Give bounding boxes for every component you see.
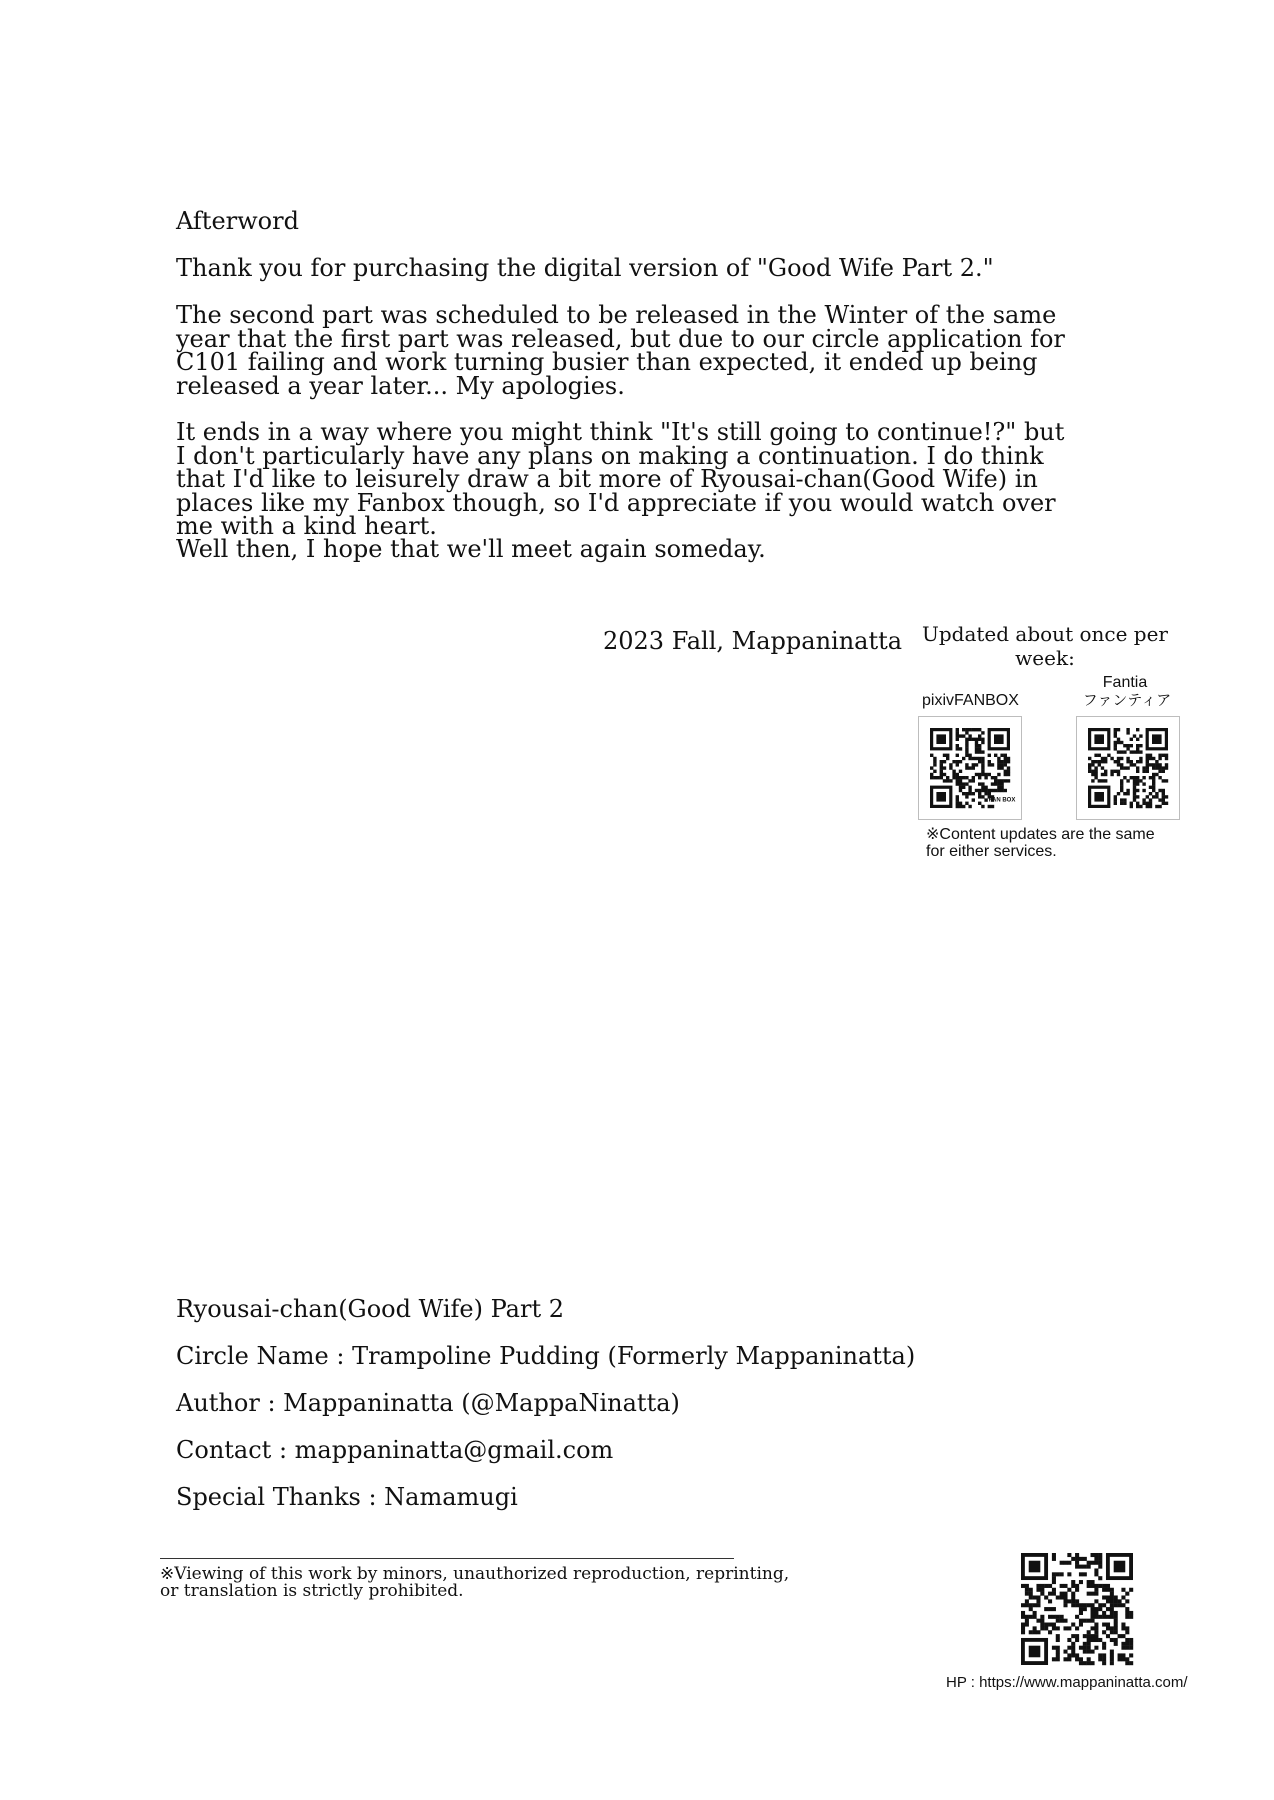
homepage-url[interactable]: HP : https://www.mappaninatta.com/ xyxy=(946,1674,1188,1691)
afterword-paragraph-4: Well then, I hope that we'll meet again someday. xyxy=(176,535,766,563)
afterword-title: Afterword xyxy=(176,207,299,235)
afterword-paragraph-3: It ends in a way where you might think "It's still going to continue!?" but I don't particularly have any plans on making a continuation. I do think that I'd like to leisurely draw a bit more of Ryousai-chan(Good Wife) in places like my Fanbox though, so I'd appreciate if you would watch over me with a kind heart. xyxy=(176,418,1065,540)
updates-heading: Updated about once per week: xyxy=(922,622,1168,670)
svg-text:FAN BOX: FAN BOX xyxy=(988,797,1016,804)
credits-special-thanks: Special Thanks : Namamugi xyxy=(176,1483,518,1511)
fantia-label-jp: ファンティア xyxy=(1082,692,1172,709)
fantia-qr-code[interactable] xyxy=(1076,716,1180,820)
afterword-paragraph-2: The second part was scheduled to be released in the Winter of the same year that the first part was released, but due to our circle application for C101 failing and work turning busier than expected, it ended up being released a year later... My apologies. xyxy=(176,301,1065,400)
fanbox-label: pixivFANBOX xyxy=(922,692,1019,709)
footer-divider xyxy=(160,1558,734,1559)
fanbox-qr-code[interactable] xyxy=(918,716,1022,820)
updates-note: ※Content updates are the same for either services. xyxy=(926,826,1155,860)
credits-contact: Contact : mappaninatta@gmail.com xyxy=(176,1436,614,1464)
credits-title: Ryousai-chan(Good Wife) Part 2 xyxy=(176,1295,565,1323)
credits-author: Author : Mappaninatta (@MappaNinatta) xyxy=(176,1389,680,1417)
afterword-paragraph-1: Thank you for purchasing the digital version of "Good Wife Part 2." xyxy=(176,254,994,282)
fantia-label: Fantia xyxy=(1102,674,1148,691)
afterword-signature: 2023 Fall, Mappaninatta xyxy=(603,627,903,655)
homepage-qr-code[interactable] xyxy=(1018,1550,1136,1668)
credits-circle-name: Circle Name : Trampoline Pudding (Formerly Mappaninatta) xyxy=(176,1342,916,1370)
footer-notice: ※Viewing of this work by minors, unauthorized reproduction, reprinting, or translation is strictly prohibited. xyxy=(160,1564,790,1601)
